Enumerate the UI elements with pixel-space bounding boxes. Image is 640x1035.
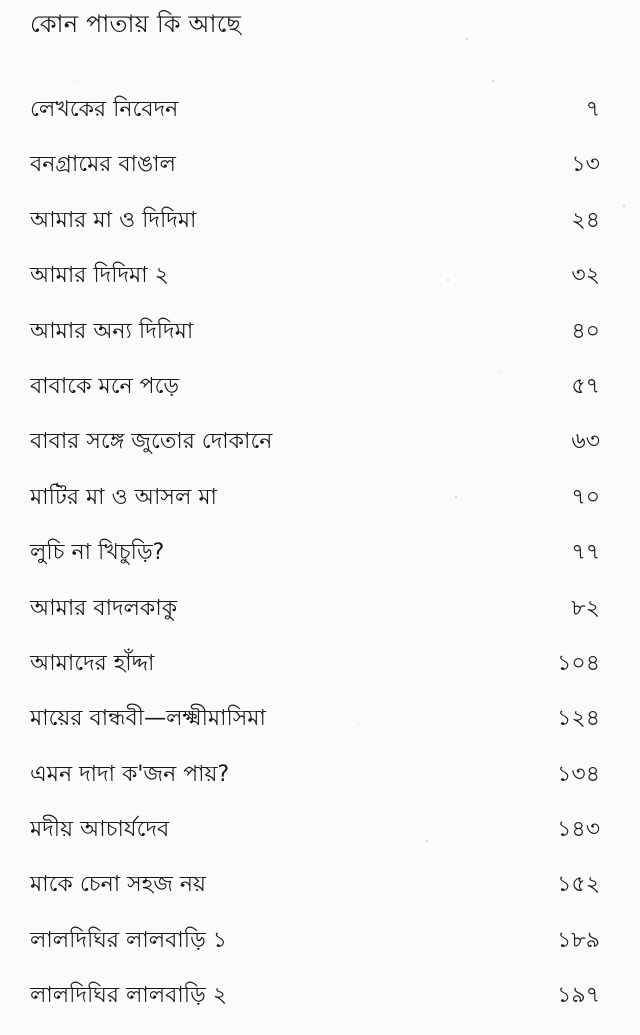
toc-entry	[0, 148, 640, 203]
toc-entry-title: আমাদের হাঁদ্দা	[30, 650, 155, 676]
toc-entry-page: ১৯৭	[557, 983, 600, 1009]
toc-entry-page: ১০৪	[557, 650, 600, 676]
toc-entry	[0, 259, 640, 314]
toc-entry-page: ৭০	[571, 484, 600, 510]
toc-entry	[0, 204, 640, 259]
toc-entry-page: ৫৭	[571, 373, 600, 399]
table-of-contents	[0, 93, 640, 1035]
paper-speck	[466, 38, 468, 40]
paper-speck	[623, 205, 625, 207]
toc-entry-page: ৩২	[571, 263, 600, 289]
paper-speck	[492, 80, 494, 82]
toc-entry-page: ৭	[585, 97, 600, 122]
toc-entry-title: মদীয় আচার্যদেব	[30, 817, 170, 843]
toc-entry	[0, 315, 640, 370]
toc-entry-page: ২৪	[571, 207, 600, 233]
toc-entry-title: লালদিঘির লালবাড়ি ২	[30, 983, 228, 1009]
toc-entry-page: ৭৭	[571, 540, 600, 566]
toc-entry	[0, 93, 640, 148]
toc-entry-title: বাবাকে মনে পড়ে	[30, 373, 180, 399]
toc-entry-title: লুচি না খিচুড়ি?	[30, 540, 165, 566]
toc-entry-page: ১৩	[571, 152, 600, 178]
toc-entry	[0, 370, 640, 425]
toc-entry-page: ৬৩	[571, 429, 600, 455]
toc-entry	[0, 813, 640, 868]
toc-entry-title: মায়ের বান্ধবী—লক্ষ্মীমাসিমা	[30, 706, 266, 732]
toc-entry	[0, 924, 640, 979]
toc-entry-page: ১৩৪	[557, 761, 600, 787]
paper-speck	[447, 279, 449, 281]
toc-entry-page: ১৪৩	[557, 817, 600, 843]
toc-entry-title: মাকে চেনা সহজ নয়	[30, 872, 206, 898]
toc-entry-page: ১৫২	[557, 872, 600, 898]
toc-entry	[0, 425, 640, 480]
toc-entry-title: আমার দিদিমা ২	[30, 263, 169, 289]
toc-entry-title: এমন দাদা ক'জন পায়?	[30, 761, 230, 787]
toc-entry	[0, 536, 640, 591]
paper-speck	[455, 496, 457, 498]
toc-entry-title: আমার বাদলকাকু	[30, 595, 178, 621]
toc-entry	[0, 481, 640, 536]
toc-entry-page: ৮২	[571, 595, 600, 621]
toc-entry-page: ৪০	[571, 318, 600, 344]
toc-entry	[0, 758, 640, 813]
toc-entry	[0, 702, 640, 757]
toc-entry	[0, 979, 640, 1034]
toc-entry	[0, 647, 640, 702]
toc-entry-page: ১৮৯	[557, 927, 600, 953]
toc-entry-page: ১২৪	[557, 706, 600, 732]
toc-entry-title: বাবার সঙ্গে জুতোর দোকানে	[30, 429, 273, 455]
page-title: কোন পাতায় কি আছে	[30, 10, 242, 38]
toc-entry	[0, 868, 640, 923]
toc-entry	[0, 592, 640, 647]
toc-entry-title: বনগ্রামের বাঙাল	[30, 152, 176, 178]
toc-entry-title: লালদিঘির লালবাড়ি ১	[30, 927, 228, 953]
toc-entry-title: আমার মা ও দিদিমা	[30, 207, 197, 233]
toc-entry-title: লেখকের নিবেদন	[30, 97, 179, 122]
paper-speck	[426, 840, 428, 842]
toc-entry-title: মাটির মা ও আসল মা	[30, 484, 217, 510]
toc-entry-title: আমার অন্য দিদিমা	[30, 318, 194, 344]
